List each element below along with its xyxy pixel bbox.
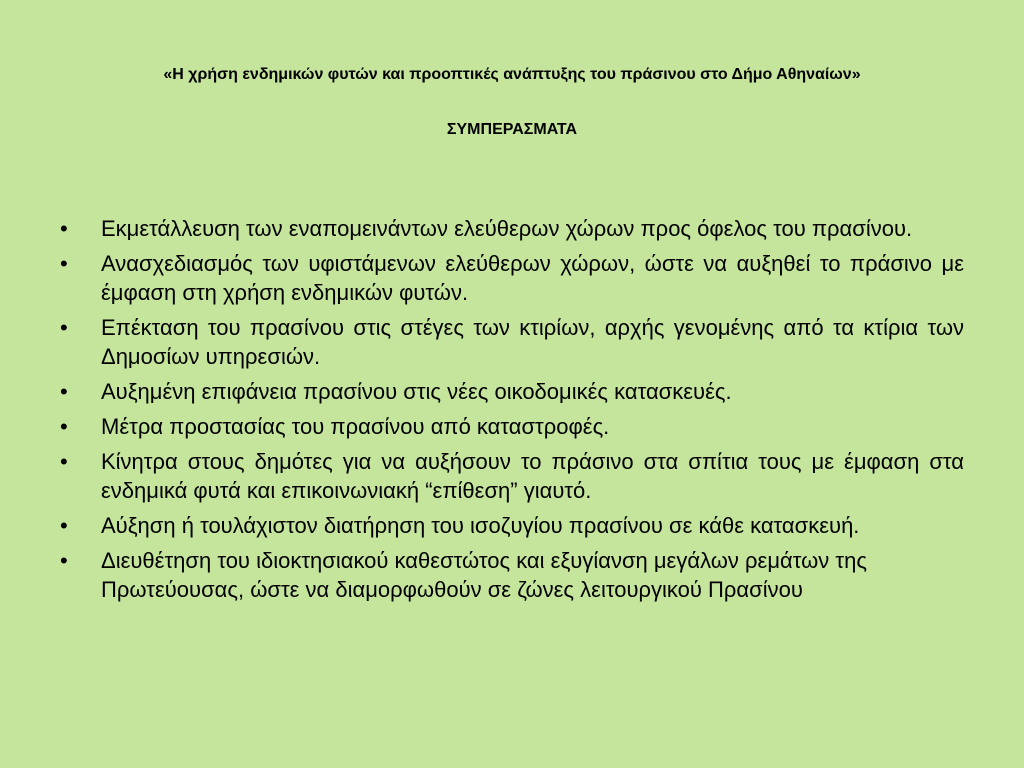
bullet-icon: •	[60, 548, 68, 573]
conclusions-list	[60, 214, 964, 610]
conclusion-text-1: Εκμετάλλευση των εναπομεινάντων ελεύθερων χώρων προς όφελος του πρασίνου.	[101, 216, 913, 241]
bullet-icon: •	[60, 315, 68, 340]
conclusion-item-3	[60, 313, 964, 371]
conclusion-text-5: Μέτρα προστασίας του πρασίνου από καταστροφές.	[101, 414, 610, 439]
bullet-icon: •	[60, 414, 68, 439]
bullet-icon: •	[60, 513, 68, 538]
conclusion-text-7: Αύξηση ή τουλάχιστον διατήρηση του ισοζυγίου πρασίνου σε κάθε κατασκευή.	[101, 513, 860, 538]
bullet-icon: •	[60, 251, 68, 276]
conclusion-item-4	[60, 377, 964, 406]
conclusion-item-8	[60, 546, 964, 604]
conclusion-item-6	[60, 447, 964, 505]
conclusion-item-1	[60, 214, 964, 243]
slide-title: «Η χρήση ενδημικών φυτών και προοπτικές ανάπτυξης του πράσινου στο Δήμο Αθηναίων»	[163, 66, 861, 83]
bullet-icon: •	[60, 379, 68, 404]
slide-subtitle: ΣΥΜΠΕΡΑΣΜΑΤΑ	[446, 121, 578, 138]
conclusion-text-3: Επέκταση του πρασίνου στις στέγες των κτιρίων, αρχής γενομένης από τα κτίρια των Δημοσίων υπηρεσιών.	[101, 315, 964, 369]
conclusion-item-2	[60, 249, 964, 307]
bullet-icon: •	[60, 216, 68, 241]
conclusion-item-5	[60, 412, 964, 441]
bullet-icon: •	[60, 449, 68, 474]
conclusion-item-7	[60, 511, 964, 540]
conclusion-text-6: Κίνητρα στους δημότες για να αυξήσουν το πράσινο στα σπίτια τους με έμφαση στα ενδημικά φυτά και επικοινωνιακή “επίθεση” γιαυτό.	[101, 449, 964, 503]
conclusion-text-8: Διευθέτηση του ιδιοκτησιακού καθεστώτος και εξυγίανση μεγάλων ρεμάτων της Πρωτεύουσας, ώστε να διαμορφωθούν σε ζώνες λειτουργικού Πρασίνου	[101, 548, 867, 602]
conclusion-text-2: Ανασχεδιασμός των υφιστάμενων ελεύθερων χώρων, ώστε να αυξηθεί το πράσινο με έμφαση στη χρήση ενδημικών φυτών.	[101, 251, 964, 305]
conclusion-text-4: Αυξημένη επιφάνεια πρασίνου στις νέες οικοδομικές κατασκευές.	[101, 379, 732, 404]
